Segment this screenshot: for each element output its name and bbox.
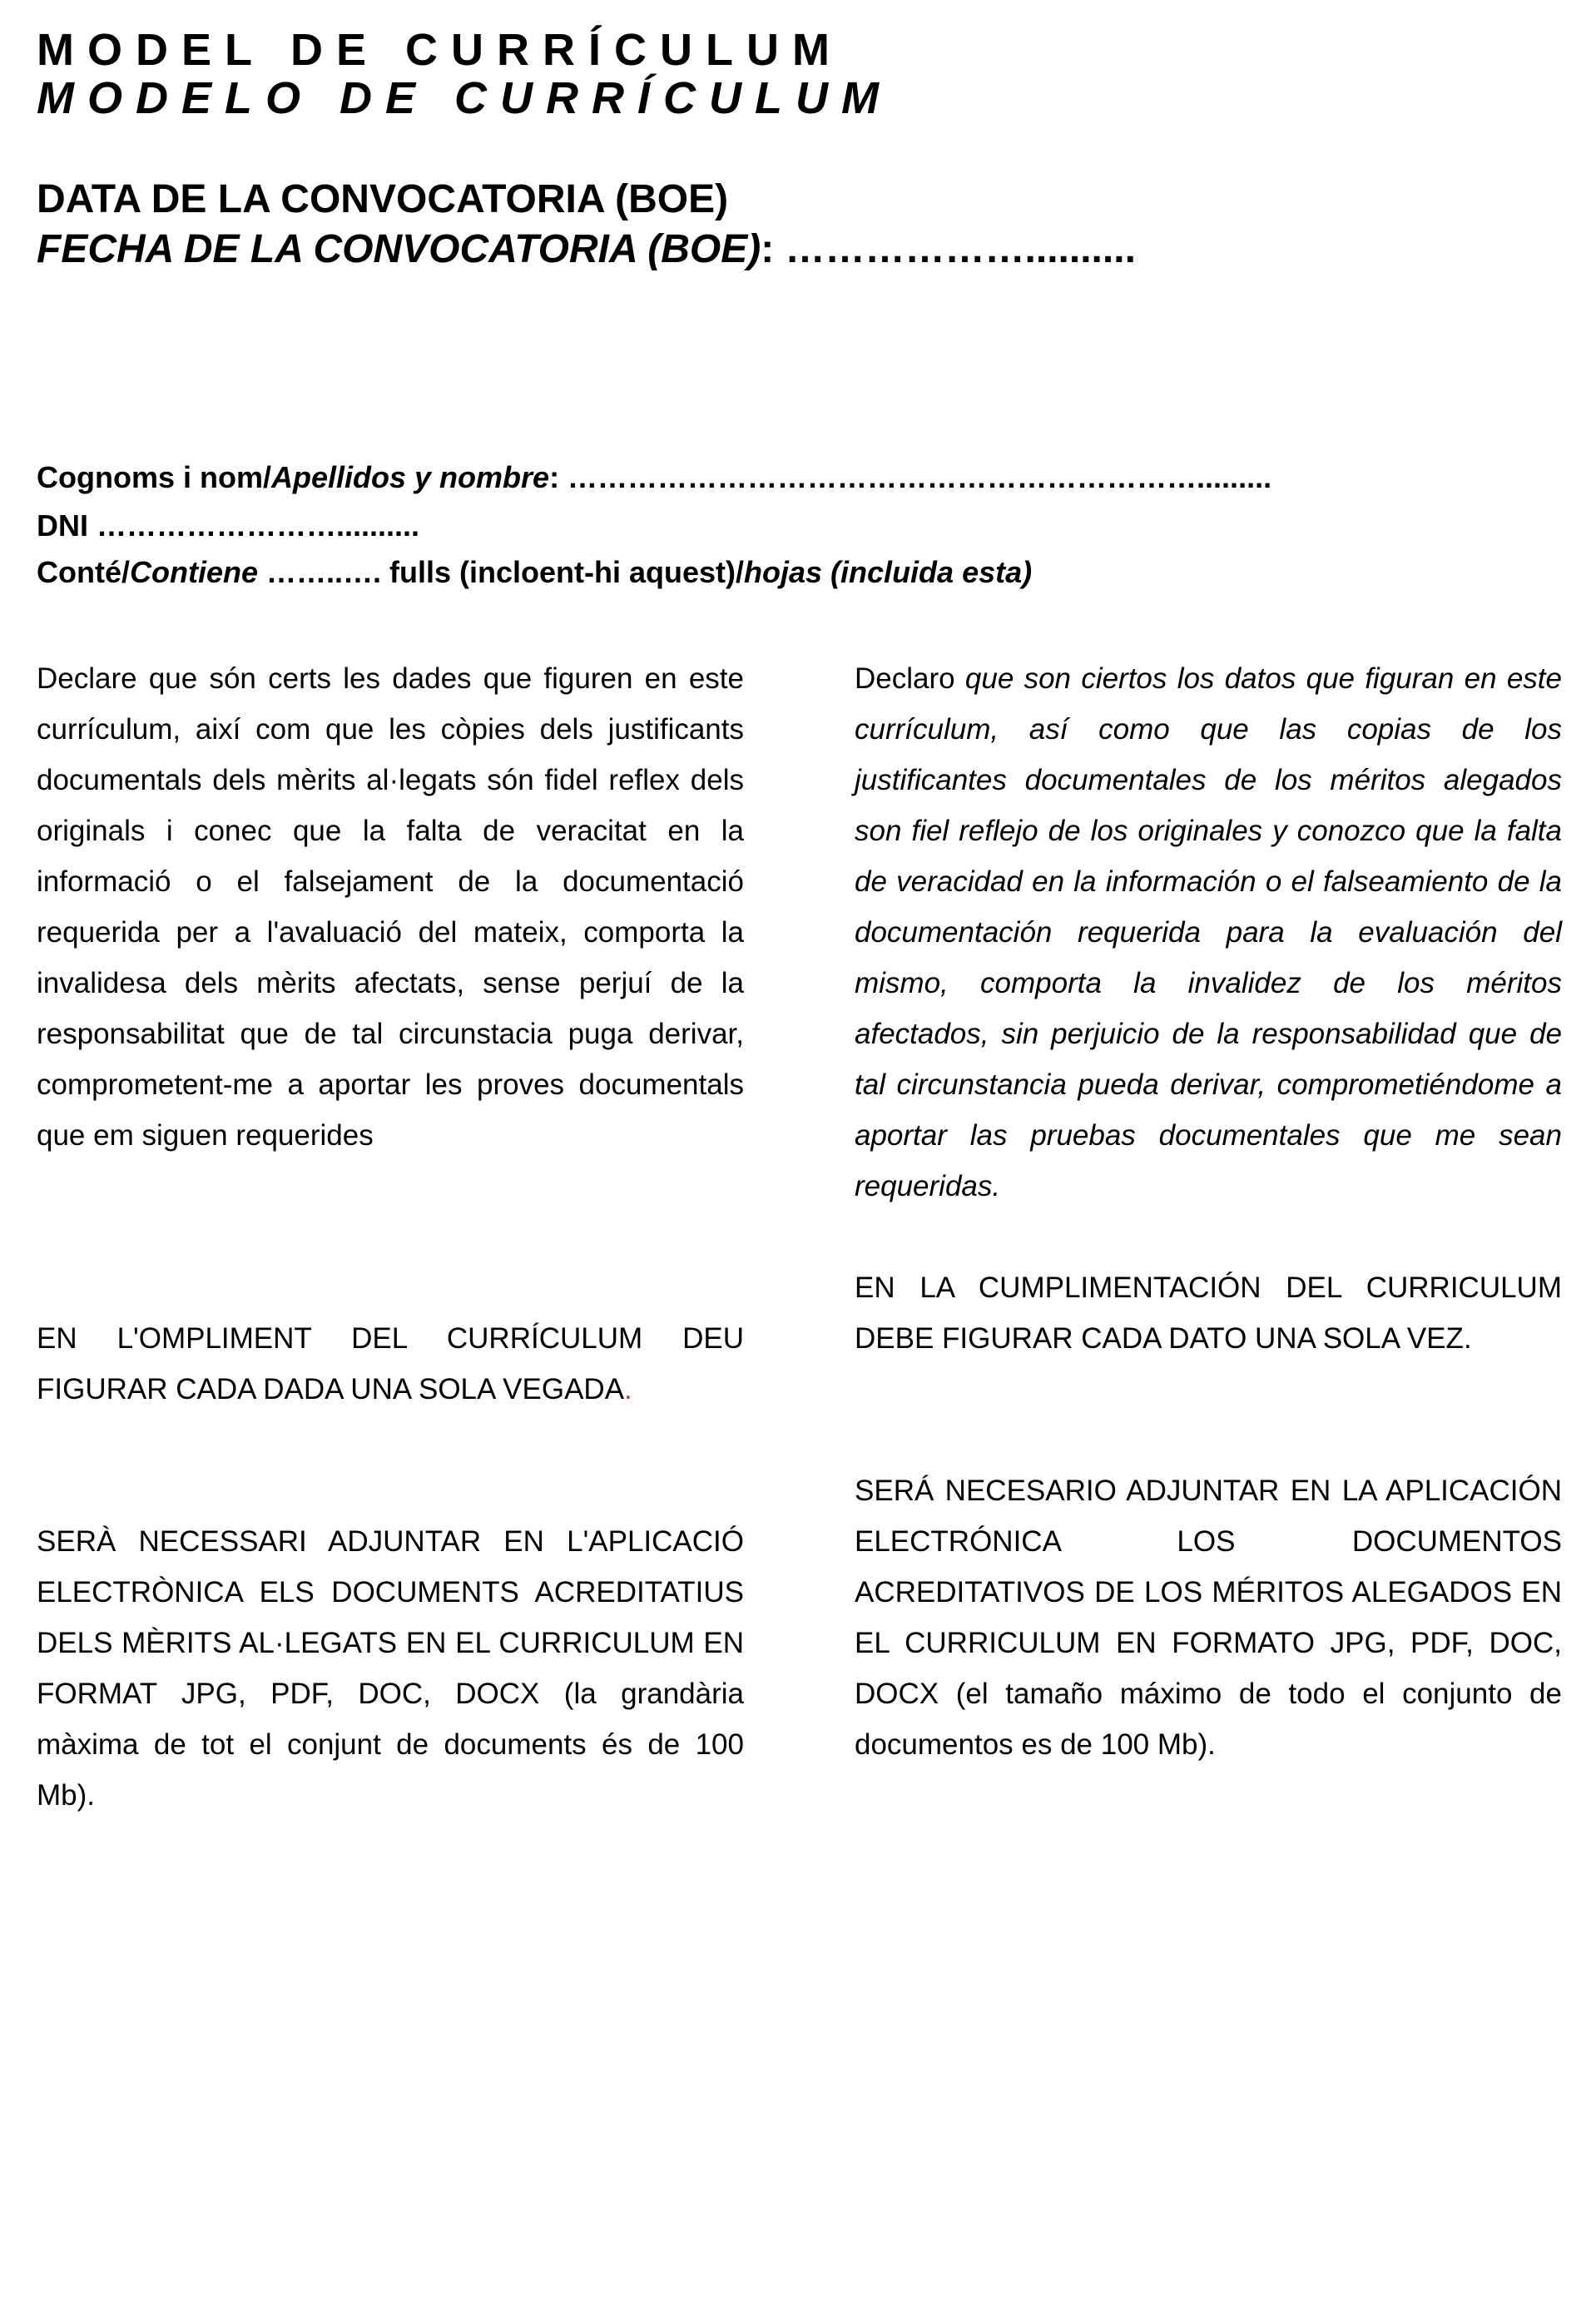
name-label-spanish: Apellidos y nombre (271, 460, 550, 494)
declaration-body-spanish: que son ciertos los datos que figuran en este currículum, así como que las copias de los justificantes documentales de los méritos alegados son fiel reflejo de los originales y conozco que la falta de veracidad en la información o el falseamiento de la documentación requerida para la evaluación del mismo, comporta la invalidez de los méritos afectados, sin perjuicio de la responsabilidad que de tal circunstancia pueda derivar, comprometiéndome a aportar las pruebas documentales que me sean requeridas. (855, 662, 1562, 1202)
call-date-label-spanish: FECHA DE LA CONVOCATORIA (BOE) (37, 227, 761, 271)
declaration-catalan (37, 653, 744, 1161)
note-once-text-spanish: EN LA CUMPLIMENTACIÓN DEL CURRICULUM DEBE FIGURAR CADA DATO UNA SOLA VEZ. (855, 1271, 1562, 1355)
title-spanish: MODELO DE CURRÍCULUM (37, 73, 892, 123)
note-attach-spanish (855, 1465, 1562, 1770)
call-date-fill: : ……………….......... (761, 227, 1136, 271)
note-once-catalan (37, 1313, 744, 1415)
declaration-text-catalan: Declare que són certs les dades que figuren en este currículum, així com que les còpies dels justificants documentals dels mèrits al·legats són fidel reflex dels originals i conec que la falta de veracitat en la informació o el falsejament de la documentació requerida per a l'avaluació del mateix, comporta la invalidesa dels mèrits afectats, sense perjuí de la responsabilitat que de tal circunstacia puga derivar, comprometent-me a aportar les proves documentals que em siguen requerides (37, 662, 744, 1152)
declaration-text-spanish (855, 653, 1562, 1212)
note-attach-text-catalan: SERÀ NECESSARI ADJUNTAR EN L'APLICACIÓ ELECTRÒNICA ELS DOCUMENTS ACREDITATIUS DELS MÈRITS AL·LEGATS EN EL CURRICULUM EN FORMAT JPG, PDF, DOC, DOCX (la grandària màxima de tot el conjunt de documents és de 100 Mb). (37, 1525, 744, 1812)
sheets-field (37, 554, 1032, 591)
call-date-line-spanish (37, 226, 1136, 273)
title-catalan: MODEL DE CURRÍCULUM (37, 25, 843, 75)
name-field (37, 459, 1271, 496)
note-once-spanish (855, 1262, 1562, 1364)
call-date-label-catalan: DATA DE LA CONVOCATORIA (BOE) (37, 177, 729, 221)
declaration-spanish (855, 653, 1562, 1212)
sheets-label-catalan: Conté/ (37, 555, 130, 589)
sheets-label-spanish: Contiene (130, 555, 259, 589)
sheets-included-spanish: hojas (incluida esta) (744, 555, 1033, 589)
dni-field: DNI …………………….......... (37, 508, 420, 543)
sheets-fill: ……..…. fulls (incloent-hi aquest)/ (258, 555, 745, 589)
name-fill: : ………………………………………………………......... (549, 460, 1272, 494)
note-attach-text-spanish: SERÁ NECESARIO ADJUNTAR EN LA APLICACIÓN ELECTRÓNICA LOS DOCUMENTOS ACREDITATIVOS DE LOS MÉRITOS ALEGADOS EN EL CURRICULUM EN FORMATO JPG, PDF, DOC, DOCX (el tamaño máximo de todo el conjunto de documentos es de 100 Mb). (855, 1475, 1562, 1761)
declaration-lead-spanish: Declaro (855, 662, 965, 695)
note-attach-catalan (37, 1516, 744, 1821)
name-label-catalan: Cognoms i nom/ (37, 460, 271, 494)
note-once-text-catalan: EN L'OMPLIMENT DEL CURRÍCULUM DEU FIGURAR CADA DADA UNA SOLA VEGADA. (37, 1322, 744, 1405)
